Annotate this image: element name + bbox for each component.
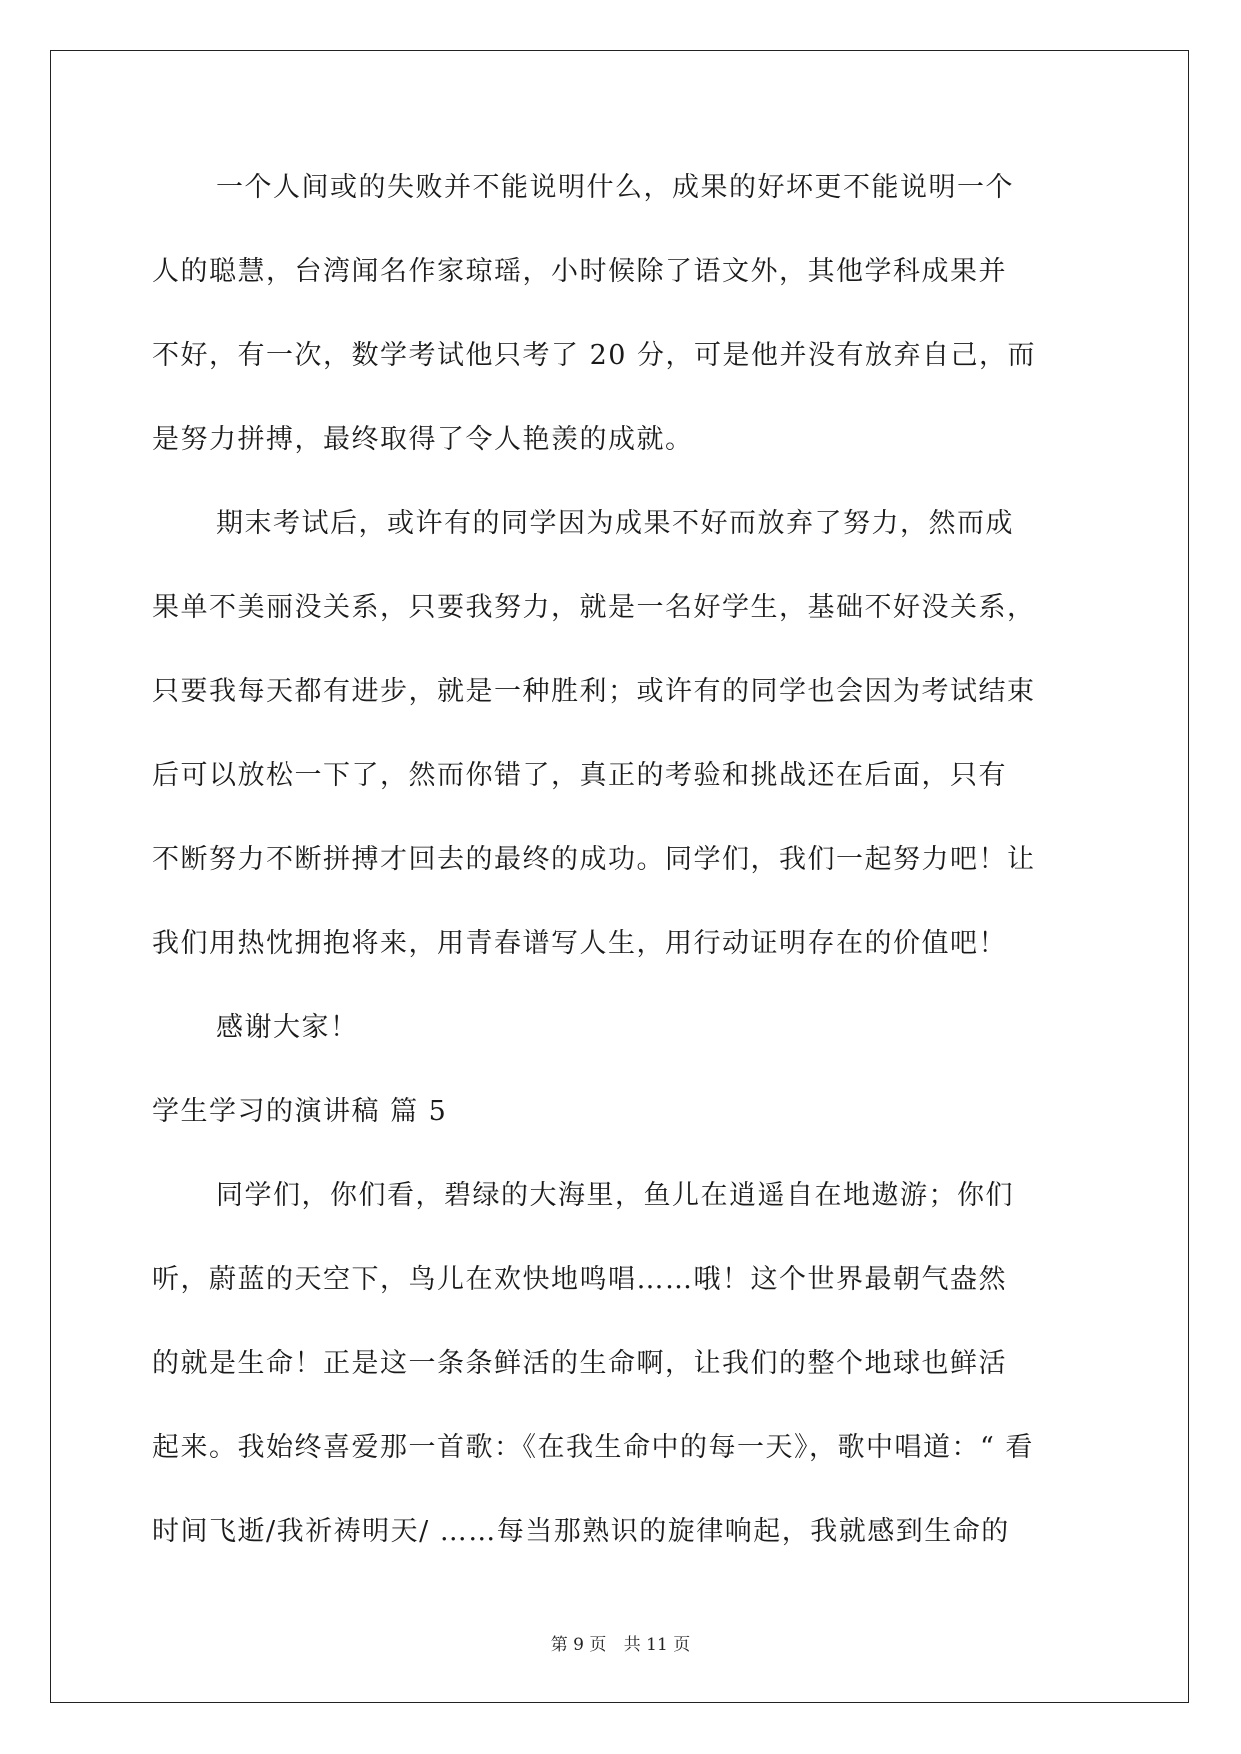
- text-line: 起来。我始终喜爱那一首歌：《在我生命中的每一天》，歌中唱道：“ 看: [152, 1432, 1034, 1463]
- text-line: 我们用热忱拥抱将来，用青春谱写人生，用行动证明存在的价值吧！: [152, 928, 1007, 959]
- document-body: [152, 160, 1112, 1588]
- text-line: 人的聪慧，台湾闻名作家琼瑶，小时候除了语文外，其他学科成果并: [152, 256, 1007, 287]
- text-line: 的就是生命！正是这一条条鲜活的生命啊，让我们的整个地球也鲜活: [152, 1348, 1007, 1379]
- text-line: 不好，有一次，数学考试他只考了 20 分，可是他并没有放弃自己，而: [152, 340, 1037, 371]
- text-line: 果单不美丽没关系，只要我努力，就是一名好学生，基础不好没关系，: [152, 592, 1036, 623]
- page-total: 共 11 页: [623, 1635, 691, 1655]
- text-line: 不断努力不断拼搏才回去的最终的成功。同学们，我们一起努力吧！让: [152, 844, 1036, 875]
- text-line: 期末考试后，或许有的同学因为成果不好而放弃了努力，然而成: [216, 508, 1014, 539]
- page-footer: [0, 1630, 1241, 1655]
- page-number: 第 9 页: [550, 1635, 607, 1655]
- text-line: 时间飞逝/我祈祷明天/ ……每当那熟识的旋律响起，我就感到生命的: [152, 1516, 1010, 1547]
- text-line: 只要我每天都有进步，就是一种胜利；或许有的同学也会因为考试结束: [152, 676, 1036, 707]
- text-line: 一个人间或的失败并不能说明什么，成果的好坏更不能说明一个: [216, 172, 1014, 203]
- closing-line: 感谢大家！: [216, 1012, 359, 1043]
- text-line: 同学们，你们看，碧绿的大海里，鱼儿在逍遥自在地遨游；你们: [216, 1180, 1014, 1211]
- text-line: 是努力拼搏，最终取得了令人艳羡的成就。: [152, 424, 694, 455]
- text-line: 听，蔚蓝的天空下，鸟儿在欢快地鸣唱……哦！这个世界最朝气盎然: [152, 1264, 1007, 1295]
- text-line: 后可以放松一下了，然而你错了，真正的考验和挑战还在后面，只有: [152, 760, 1007, 791]
- section-heading: 学生学习的演讲稿 篇 5: [152, 1096, 448, 1127]
